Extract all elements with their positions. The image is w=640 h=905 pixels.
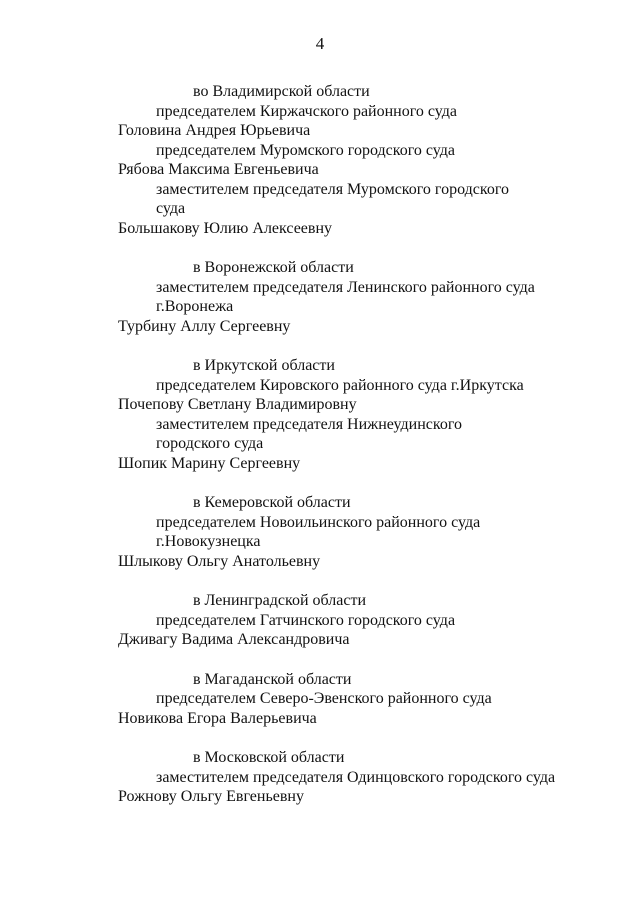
- section-leningrad: [0, 591, 640, 650]
- position-line: председателем Новоильинского районного суда: [156, 513, 481, 531]
- appointee-name: Рожнову Ольгу Евгеньевну: [118, 788, 304, 805]
- appointee-name: Большакову Юлию Алексеевну: [118, 219, 333, 237]
- section-voronezh: [0, 258, 640, 336]
- appointee-name: Головина Андрея Юрьевича: [118, 122, 311, 139]
- position-line: председателем Гатчинского городского суда: [156, 611, 456, 629]
- page-number: 4: [315, 34, 325, 53]
- position-line: председателем Муромского городского суда: [156, 141, 455, 159]
- position-line: г.Новокузнецка: [156, 533, 261, 550]
- region-heading: во Владимирской области: [193, 83, 370, 100]
- appointee-name: Новикова Егора Валерьевича: [118, 709, 317, 727]
- position-line: суда: [156, 200, 186, 217]
- position-line: г.Воронежа: [156, 298, 234, 315]
- position-line: председателем Киржачского районного суда: [156, 102, 458, 120]
- section-irkutsk: [0, 356, 640, 473]
- section-kemerovo: [0, 493, 640, 571]
- section-magadan: [0, 670, 640, 729]
- appointee-name: Шлыкову Ольгу Анатольевну: [118, 552, 321, 570]
- position-line: заместителем председателя Нижнеудинского: [156, 415, 462, 433]
- region-heading: в Кемеровской области: [193, 494, 351, 511]
- region-heading: в Магаданской области: [193, 670, 352, 688]
- position-line: заместителем председателя Ленинского районного суда: [156, 278, 535, 296]
- appointee-name: Дживагу Вадима Александровича: [118, 631, 350, 648]
- region-heading: в Иркутской области: [193, 357, 335, 374]
- appointee-name: Шопик Марину Сергеевну: [118, 454, 301, 472]
- position-line: председателем Северо-Эвенского районного суда: [156, 690, 492, 707]
- appointments-list: [0, 82, 640, 827]
- position-line: председателем Кировского районного суда г.Иркутска: [156, 376, 524, 394]
- position-line: городского суда: [156, 435, 264, 452]
- region-heading: в Московской области: [193, 749, 345, 766]
- region-heading: в Ленинградской области: [193, 592, 366, 609]
- appointee-name: Турбину Аллу Сергеевну: [118, 317, 291, 335]
- position-line: заместителем председателя Одинцовского городского суда: [156, 768, 556, 786]
- appointee-name: Рябова Максима Евгеньевича: [118, 161, 319, 178]
- section-vladimir: [0, 82, 640, 238]
- region-heading: в Воронежской области: [193, 259, 354, 276]
- section-moscow: [0, 748, 640, 807]
- appointee-name: Почепову Светлану Владимировну: [118, 396, 357, 413]
- position-line: заместителем председателя Муромского городского: [156, 180, 509, 198]
